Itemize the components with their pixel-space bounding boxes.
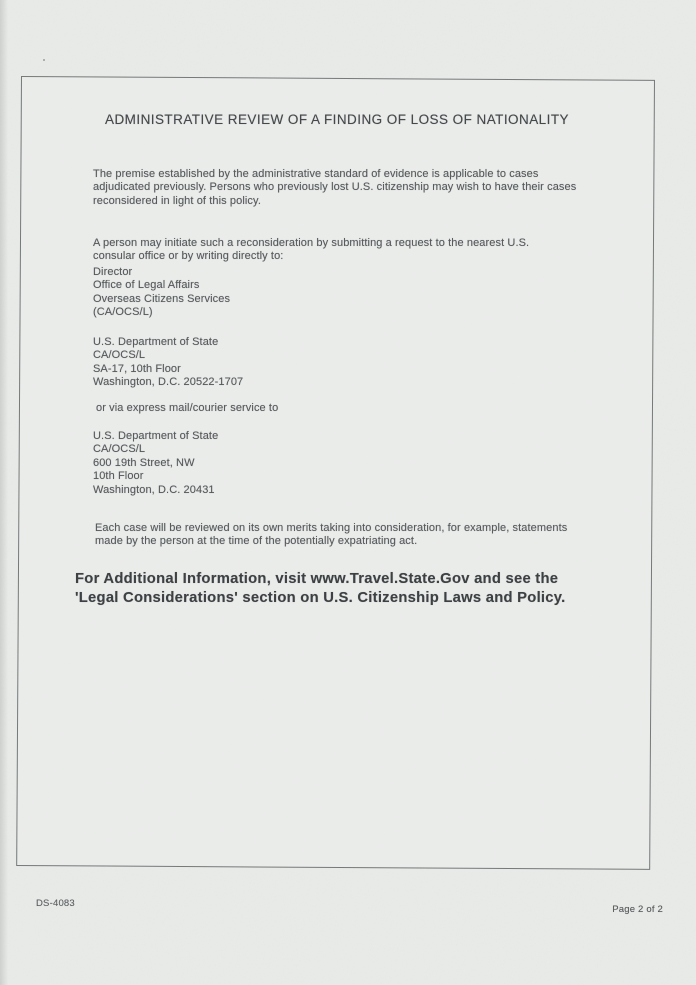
notice-line-1: For Additional Information, visit www.Travel.State.Gov and see the xyxy=(75,571,559,587)
address-line: Washington, D.C. 20431 xyxy=(93,483,215,496)
address-line: CA/OCS/L xyxy=(93,349,146,362)
notice-line-2: 'Legal Considerations' section on U.S. Citizenship Laws and Policy. xyxy=(75,590,566,606)
additional-information-notice xyxy=(75,570,635,608)
paragraph-initiate-reconsideration: A person may initiate such a reconsideration by submitting a request to the nearest U.S. consular office or by writing directly to: xyxy=(93,237,530,263)
address-line: CA/OCS/L xyxy=(93,443,146,456)
address-line: Office of Legal Affairs xyxy=(93,279,200,292)
form-number: DS-4083 xyxy=(36,898,75,909)
paragraph-each-case: Each case will be reviewed on its own merits taking into consideration, for example, statements made by the person at the time of the potentially expatriating act. xyxy=(95,522,568,548)
address-line: (CA/OCS/L) xyxy=(93,306,153,319)
address-line: 600 19th Street, NW xyxy=(93,456,195,469)
scan-speck xyxy=(43,59,45,61)
address-block-director xyxy=(93,266,230,320)
address-line: SA-17, 10th Floor xyxy=(93,362,181,375)
address-line: Washington, D.C. 20522-1707 xyxy=(93,376,244,389)
address-line: U.S. Department of State xyxy=(93,430,219,442)
address-line: U.S. Department of State xyxy=(93,336,219,348)
address-block-mail xyxy=(93,336,243,390)
address-line: Overseas Citizens Services xyxy=(93,292,231,305)
scan-edge-shadow xyxy=(0,0,8,985)
document-title: ADMINISTRATIVE REVIEW OF A FINDING OF LOSS OF NATIONALITY xyxy=(105,112,569,127)
address-line: 10th Floor xyxy=(93,470,144,483)
paragraph-premise: The premise established by the administrative standard of evidence is applicable to cases adjudicated previously. Persons who previously lost U.S. citizenship may wish to have their cases reconsidered in light of this policy. xyxy=(93,168,577,207)
address-line: Director xyxy=(93,266,133,278)
page-indicator: Page 2 of 2 xyxy=(612,904,663,915)
courier-note: or via express mail/courier service to xyxy=(96,402,279,414)
address-block-courier xyxy=(93,430,218,497)
